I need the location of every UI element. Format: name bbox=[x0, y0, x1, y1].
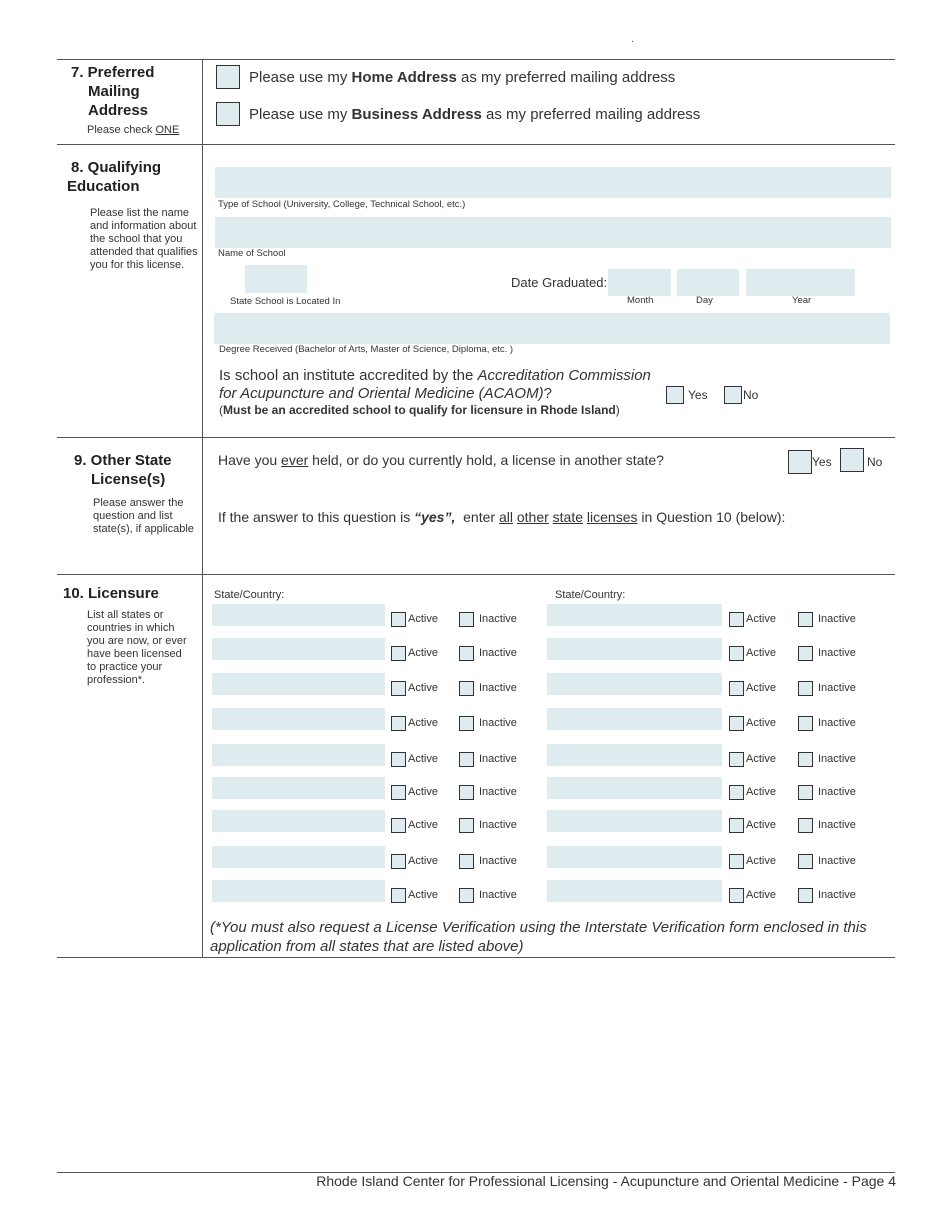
license-state-input-left[interactable] bbox=[212, 708, 385, 730]
school-name-input[interactable] bbox=[215, 217, 891, 248]
license-inactive-label-right: Inactive bbox=[818, 753, 856, 765]
if-other: other bbox=[516, 509, 549, 525]
accreditation-question bbox=[219, 367, 651, 403]
license-inactive-checkbox-right[interactable] bbox=[798, 716, 813, 731]
school-state-label: State School is Located In bbox=[230, 296, 341, 307]
opt1-post: as my preferred mailing address bbox=[456, 69, 676, 86]
license-inactive-label-right: Inactive bbox=[818, 717, 856, 729]
accredited-yes-label: Yes bbox=[688, 388, 708, 402]
other-state-no-label: No bbox=[867, 455, 883, 469]
rule-top bbox=[57, 59, 895, 60]
note-line: Please answer the bbox=[93, 497, 184, 509]
license-active-label-right: Active bbox=[746, 717, 776, 729]
if-pre: If the answer to this question is bbox=[218, 509, 415, 525]
if-licenses: licenses bbox=[586, 509, 638, 525]
grad-day-input[interactable] bbox=[677, 269, 739, 296]
section-7-title-line2: Mailing bbox=[88, 83, 140, 100]
license-inactive-checkbox-left[interactable] bbox=[459, 818, 474, 833]
license-state-input-left[interactable] bbox=[212, 777, 385, 799]
license-active-checkbox-left[interactable] bbox=[391, 681, 406, 696]
section-8-title-line1: 8. Qualifying bbox=[71, 159, 162, 176]
opt1-pre: Please use my bbox=[249, 69, 352, 86]
license-state-input-left[interactable] bbox=[212, 846, 385, 868]
license-inactive-label-left: Inactive bbox=[479, 855, 517, 867]
section-9-title-line1: 9. Other State bbox=[74, 452, 172, 469]
other-state-instruction bbox=[218, 509, 785, 525]
license-active-checkbox-right[interactable] bbox=[729, 716, 744, 731]
license-active-label-left: Active bbox=[408, 647, 438, 659]
license-active-checkbox-left[interactable] bbox=[391, 785, 406, 800]
section-9-note bbox=[93, 497, 194, 536]
license-state-input-left[interactable] bbox=[212, 673, 385, 695]
business-address-checkbox[interactable] bbox=[216, 102, 240, 126]
section-7-title-line1: 7. Preferred bbox=[71, 64, 155, 81]
license-inactive-label-right: Inactive bbox=[818, 682, 856, 694]
note-prefix: Please check bbox=[87, 124, 156, 136]
license-active-label-left: Active bbox=[408, 819, 438, 831]
footnote-line1: (*You must also request a License Verification using the Interstate Verification form enclosed in this bbox=[210, 919, 867, 936]
license-active-checkbox-left[interactable] bbox=[391, 716, 406, 731]
license-inactive-checkbox-left[interactable] bbox=[459, 785, 474, 800]
license-active-checkbox-right[interactable] bbox=[729, 681, 744, 696]
school-type-label: Type of School (University, College, Technical School, etc.) bbox=[218, 199, 466, 210]
other-state-question bbox=[218, 452, 664, 468]
must-open: ( bbox=[219, 403, 223, 417]
license-inactive-checkbox-right[interactable] bbox=[798, 752, 813, 767]
grad-month-input[interactable] bbox=[608, 269, 671, 296]
license-state-input-left[interactable] bbox=[212, 744, 385, 766]
license-active-checkbox-left[interactable] bbox=[391, 752, 406, 767]
home-address-checkbox[interactable] bbox=[216, 65, 240, 89]
license-state-input-right[interactable] bbox=[547, 673, 722, 695]
section-10-title: 10. Licensure bbox=[63, 585, 159, 602]
license-active-label-left: Active bbox=[408, 855, 438, 867]
school-state-input[interactable] bbox=[245, 265, 307, 293]
note-line: List all states or bbox=[87, 609, 164, 621]
license-active-checkbox-left[interactable] bbox=[391, 612, 406, 627]
license-inactive-checkbox-left[interactable] bbox=[459, 612, 474, 627]
license-active-checkbox-right[interactable] bbox=[729, 612, 744, 627]
license-inactive-label-left: Inactive bbox=[479, 682, 517, 694]
license-active-label-right: Active bbox=[746, 647, 776, 659]
license-active-label-left: Active bbox=[408, 682, 438, 694]
license-inactive-label-right: Inactive bbox=[818, 613, 856, 625]
license-active-checkbox-right[interactable] bbox=[729, 752, 744, 767]
accredited-no-checkbox[interactable] bbox=[724, 386, 742, 404]
note-line: profession*. bbox=[87, 674, 146, 686]
license-active-checkbox-right[interactable] bbox=[729, 888, 744, 903]
note-line: you for this license. bbox=[90, 259, 185, 271]
section-9-title-line2: License(s) bbox=[91, 471, 166, 488]
rule-bottom bbox=[57, 957, 895, 958]
rule-9-10 bbox=[57, 574, 895, 575]
note-line: attended that qualifies bbox=[90, 246, 198, 258]
home-address-option-label bbox=[249, 69, 675, 86]
license-state-input-right[interactable] bbox=[547, 846, 722, 868]
license-state-input-left[interactable] bbox=[212, 810, 385, 832]
license-inactive-checkbox-right[interactable] bbox=[798, 681, 813, 696]
license-state-input-left[interactable] bbox=[212, 638, 385, 660]
license-state-input-left[interactable] bbox=[212, 604, 385, 626]
note-line: state(s), if applicable bbox=[93, 523, 194, 535]
license-inactive-label-left: Inactive bbox=[479, 889, 517, 901]
license-inactive-checkbox-left[interactable] bbox=[459, 854, 474, 869]
license-inactive-checkbox-right[interactable] bbox=[798, 785, 813, 800]
license-active-label-right: Active bbox=[746, 786, 776, 798]
license-inactive-checkbox-left[interactable] bbox=[459, 716, 474, 731]
degree-label: Degree Received (Bachelor of Arts, Master of Science, Diploma, etc. ) bbox=[219, 344, 514, 355]
other-state-yes-checkbox[interactable] bbox=[788, 450, 812, 474]
license-inactive-label-left: Inactive bbox=[479, 819, 517, 831]
grad-year-input[interactable] bbox=[746, 269, 855, 296]
must-close: ) bbox=[615, 403, 620, 417]
note-line: have been licensed bbox=[87, 648, 182, 660]
license-inactive-label-right: Inactive bbox=[818, 855, 856, 867]
license-inactive-checkbox-left[interactable] bbox=[459, 888, 474, 903]
note-line: countries in which bbox=[87, 622, 175, 634]
license-inactive-checkbox-left[interactable] bbox=[459, 681, 474, 696]
if-mid: enter bbox=[455, 509, 499, 525]
section-8-title-line2: Education bbox=[67, 178, 140, 195]
q-ital2: for Acupuncture and Oriental Medicine (ACAOM) bbox=[219, 385, 544, 402]
license-inactive-label-left: Inactive bbox=[479, 786, 517, 798]
license-active-label-right: Active bbox=[746, 819, 776, 831]
license-active-label-left: Active bbox=[408, 613, 438, 625]
license-inactive-checkbox-left[interactable] bbox=[459, 752, 474, 767]
rule-7-8 bbox=[57, 144, 895, 145]
day-label: Day bbox=[696, 295, 713, 306]
note-emphasis: ONE bbox=[155, 124, 180, 136]
accredited-yes-checkbox[interactable] bbox=[666, 386, 684, 404]
year-label: Year bbox=[792, 295, 812, 306]
license-active-label-left: Active bbox=[408, 753, 438, 765]
q-ital1: Accreditation Commission bbox=[477, 367, 651, 384]
other-state-yes-label: Yes bbox=[812, 455, 832, 469]
month-label: Month bbox=[627, 295, 654, 306]
opt2-bold: Business Address bbox=[351, 106, 482, 123]
license-active-label-right: Active bbox=[746, 682, 776, 694]
license-active-checkbox-right[interactable] bbox=[729, 854, 744, 869]
license-inactive-checkbox-right[interactable] bbox=[798, 818, 813, 833]
degree-input[interactable] bbox=[214, 313, 890, 344]
q-end: ? bbox=[543, 385, 552, 402]
license-state-input-right[interactable] bbox=[547, 777, 722, 799]
license-active-label-left: Active bbox=[408, 717, 438, 729]
license-active-checkbox-left[interactable] bbox=[391, 818, 406, 833]
license-state-input-right[interactable] bbox=[547, 880, 722, 902]
must-bold: Must be an accredited school to qualify for licensure in Rhode Island bbox=[223, 403, 616, 417]
license-inactive-label-left: Inactive bbox=[479, 717, 517, 729]
license-active-checkbox-left[interactable] bbox=[391, 888, 406, 903]
license-inactive-label-left: Inactive bbox=[479, 753, 517, 765]
license-active-checkbox-left[interactable] bbox=[391, 854, 406, 869]
license-inactive-checkbox-right[interactable] bbox=[798, 888, 813, 903]
licensure-footnote bbox=[210, 918, 867, 956]
business-address-option-label bbox=[249, 106, 700, 123]
license-active-label-right: Active bbox=[746, 613, 776, 625]
if-yes: “yes”, bbox=[414, 509, 456, 525]
note-line: Please list the name bbox=[90, 207, 190, 219]
note-line: question and list bbox=[93, 510, 173, 522]
school-type-input[interactable] bbox=[215, 167, 891, 198]
license-inactive-checkbox-right[interactable] bbox=[798, 646, 813, 661]
license-inactive-label-right: Inactive bbox=[818, 889, 856, 901]
page-footer: Rhode Island Center for Professional Licensing - Acupuncture and Oriental Medicine - Page 4 bbox=[316, 1173, 896, 1189]
accreditation-requirement bbox=[219, 403, 620, 417]
top-mark: . bbox=[631, 34, 634, 45]
license-active-label-right: Active bbox=[746, 855, 776, 867]
license-state-input-right[interactable] bbox=[547, 604, 722, 626]
opt2-pre: Please use my bbox=[249, 106, 352, 123]
opt1-bold: Home Address bbox=[351, 69, 457, 86]
license-active-label-right: Active bbox=[746, 753, 776, 765]
license-state-input-right[interactable] bbox=[547, 708, 722, 730]
if-all: all bbox=[498, 509, 513, 525]
if-post: in Question 10 (below): bbox=[637, 509, 786, 525]
license-state-input-right[interactable] bbox=[547, 744, 722, 766]
footnote-line2: application from all states that are listed above) bbox=[210, 938, 524, 955]
note-line: and information about bbox=[90, 220, 197, 232]
note-line: you are now, or ever bbox=[87, 635, 187, 647]
license-inactive-checkbox-right[interactable] bbox=[798, 612, 813, 627]
license-active-checkbox-right[interactable] bbox=[729, 646, 744, 661]
license-inactive-label-left: Inactive bbox=[479, 613, 517, 625]
date-graduated-label: Date Graduated: bbox=[511, 275, 608, 290]
section-8-note bbox=[90, 207, 198, 272]
license-active-label-left: Active bbox=[408, 889, 438, 901]
license-active-checkbox-left[interactable] bbox=[391, 646, 406, 661]
rule-8-9 bbox=[57, 437, 895, 438]
license-inactive-label-left: Inactive bbox=[479, 647, 517, 659]
license-inactive-label-right: Inactive bbox=[818, 786, 856, 798]
q-ever: ever bbox=[281, 452, 309, 468]
license-inactive-checkbox-right[interactable] bbox=[798, 854, 813, 869]
if-state: state bbox=[552, 509, 584, 525]
opt2-post: as my preferred mailing address bbox=[481, 106, 701, 123]
license-inactive-label-right: Inactive bbox=[818, 647, 856, 659]
license-active-label-left: Active bbox=[408, 786, 438, 798]
q-pre: Is school an institute accredited by the bbox=[219, 367, 478, 384]
license-state-input-right[interactable] bbox=[547, 638, 722, 660]
section-10-note bbox=[87, 609, 187, 687]
q-post: held, or do you currently hold, a license in another state? bbox=[308, 452, 664, 468]
note-line: to practice your bbox=[87, 661, 163, 673]
accredited-no-label: No bbox=[743, 388, 759, 402]
license-active-label-right: Active bbox=[746, 889, 776, 901]
note-line: the school that you bbox=[90, 233, 183, 245]
school-name-label: Name of School bbox=[218, 248, 286, 259]
other-state-no-checkbox[interactable] bbox=[840, 448, 864, 472]
state-country-label-right: State/Country: bbox=[555, 589, 626, 601]
state-country-label-left: State/Country: bbox=[214, 589, 285, 601]
license-inactive-label-right: Inactive bbox=[818, 819, 856, 831]
section-7-title-line3: Address bbox=[88, 102, 149, 119]
q-pre: Have you bbox=[218, 452, 282, 468]
license-state-input-right[interactable] bbox=[547, 810, 722, 832]
license-state-input-left[interactable] bbox=[212, 880, 385, 902]
license-active-checkbox-right[interactable] bbox=[729, 785, 744, 800]
license-inactive-checkbox-left[interactable] bbox=[459, 646, 474, 661]
license-active-checkbox-right[interactable] bbox=[729, 818, 744, 833]
section-7-note bbox=[87, 124, 179, 137]
column-divider bbox=[202, 59, 203, 958]
